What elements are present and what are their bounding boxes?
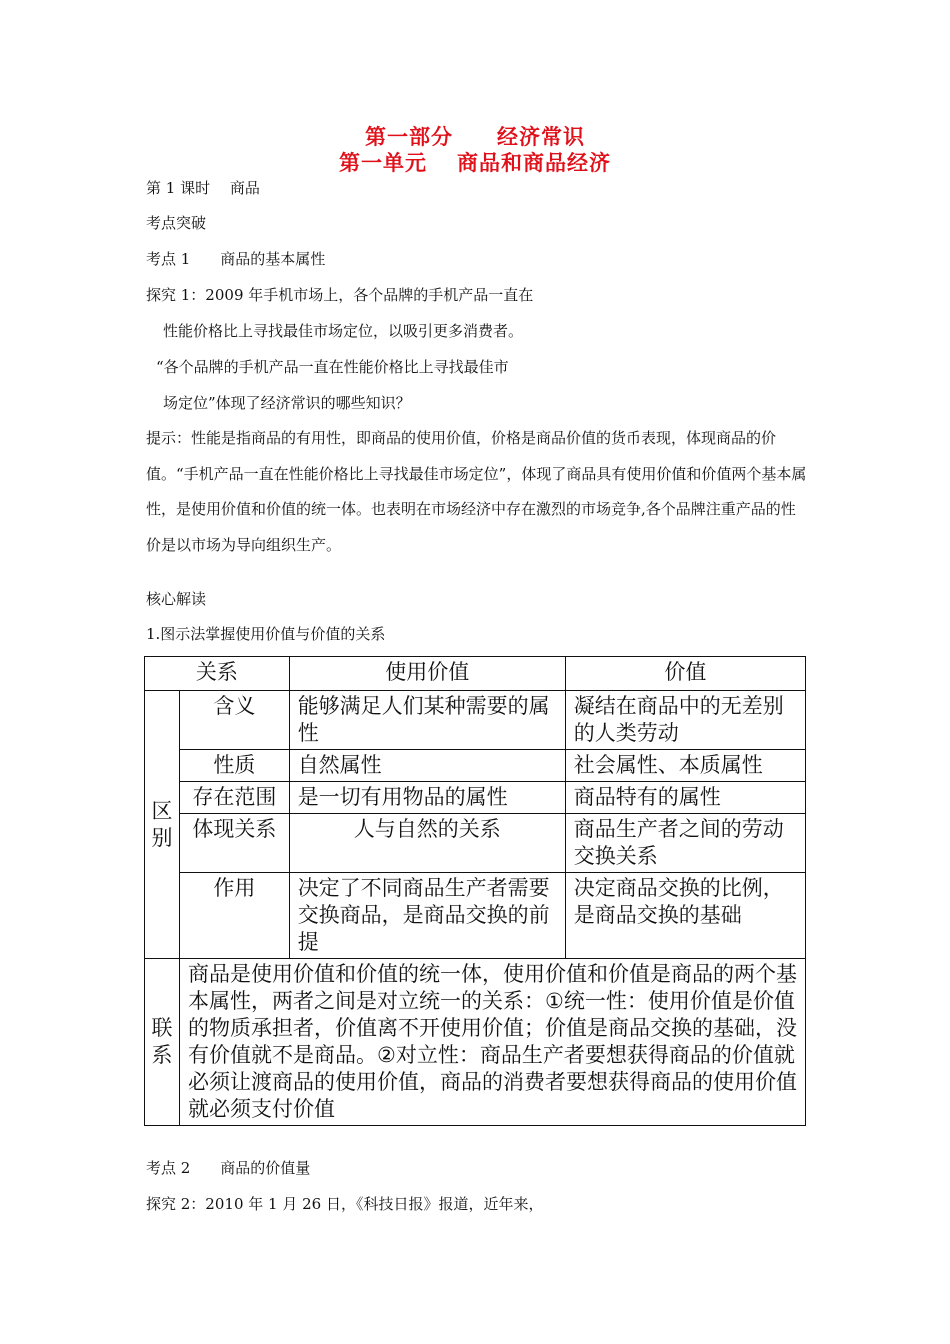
item1-heading: 1.图示法掌握使用价值与价值的关系 [146,625,386,643]
part-title [0,124,950,150]
unit-title [0,150,950,176]
value-cell: 决定商品交换的比例，是商品交换的基础 [565,873,805,959]
explore1-line2: 性能价格比上寻找最佳市场定位，以吸引更多消费者。 [163,322,524,340]
unit-label: 第一单元 [339,151,427,175]
part-name: 经济常识 [497,125,585,149]
aspect-cell: 存在范围 [180,782,290,814]
section-breakthrough: 考点突破 [146,214,207,232]
aspect-cell: 含义 [180,691,290,750]
lesson-heading: 第 1 课时 商品 [146,179,260,197]
use-value-cell: 自然属性 [289,750,565,782]
table-header-row [145,657,806,691]
use-value-cell: 能够满足人们某种需要的属性 [289,691,565,750]
explore2-line1: 探究 2：2010 年 1 月 26 日，《科技日报》报道，近年来， [146,1195,544,1213]
point1-heading: 考点 1 商品的基本属性 [146,250,326,268]
use-value-cell: 人与自然的关系 [289,814,565,873]
use-value-cell: 决定了不同商品生产者需要交换商品，是商品交换的前提 [289,873,565,959]
value-cell: 凝结在商品中的无差别的人类劳动 [565,691,805,750]
table-row [145,814,806,873]
value-cell: 商品生产者之间的劳动交换关系 [565,814,805,873]
header-use-value: 使用价值 [289,657,565,691]
table-row [145,750,806,782]
table-row-link [145,959,806,1126]
table-row [145,782,806,814]
link-label-cell [145,959,180,1126]
aspect-cell: 性质 [180,750,290,782]
table-row [145,873,806,959]
explore1-line4: 场定位”体现了经济常识的哪些知识？ [163,394,411,412]
value-cell: 社会属性、本质属性 [565,750,805,782]
link-label: 联系 [151,1016,173,1067]
part-label: 第一部分 [365,125,453,149]
relation-table [144,656,806,1126]
core-reading-heading: 核心解读 [146,590,207,608]
link-text-cell: 商品是使用价值和价值的统一体，使用价值和价值是商品的两个基本属性，两者之间是对立统一的关系：①统一性：使用价值是价值的物质承担者，价值离不开使用价值；价值是商品交换的基础，没有价值就不是商品。②对立性：商品生产者要想获得商品的价值就必须让渡商品的使用价值，商品的消费者要想获得商品的使用价值就必须支付价值 [180,959,806,1126]
hint-paragraph: 提示：性能是指商品的有用性，即商品的使用价值，价格是商品价值的货币表现，体现商品的价值。“手机产品一直在性能价格比上寻找最佳市场定位”，体现了商品具有使用价值和价值两个基本属性，是使用价值和价值的统一体。也表明在市场经济中存在激烈的市场竞争,各个品牌注重产品的性价是以市场为导向组织生产。 [146,429,807,554]
table-row [145,691,806,750]
use-value-cell: 是一切有用物品的属性 [289,782,565,814]
header-value: 价值 [565,657,805,691]
explore1-line3: “各个品牌的手机产品一直在性能价格比上寻找最佳市 [156,358,509,376]
diff-label: 区别 [151,798,173,850]
aspect-cell: 作用 [180,873,290,959]
diff-label-cell [145,691,180,959]
header-relation: 关系 [145,657,290,691]
unit-name: 商品和商品经济 [457,151,611,175]
point2-heading: 考点 2 商品的价值量 [146,1159,311,1177]
value-cell: 商品特有的属性 [565,782,805,814]
explore1-line1: 探究 1：2009 年手机市场上，各个品牌的手机产品一直在 [146,286,534,304]
aspect-cell: 体现关系 [180,814,290,873]
